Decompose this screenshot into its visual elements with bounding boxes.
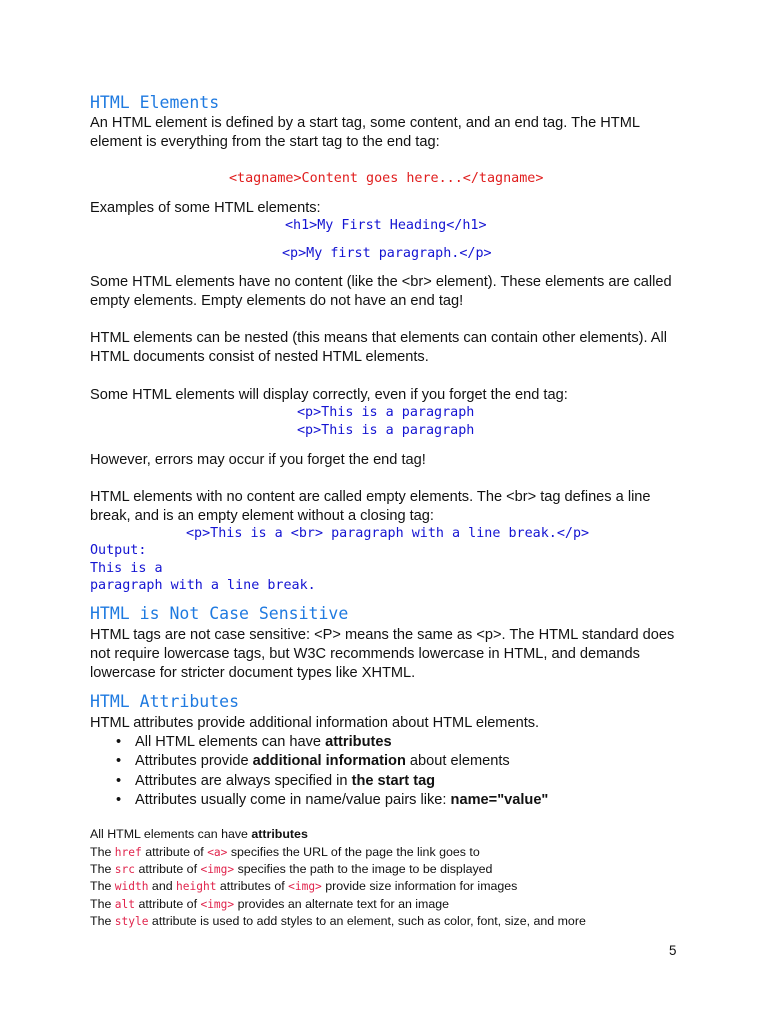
syntax-code: <tagname>Content goes here...</tagname> [229,171,544,186]
heading-case-sensitive: HTML is Not Case Sensitive [90,604,349,623]
tag-keyword: <img> [200,863,235,876]
case-line-1: HTML tags are not case sensitive: <P> means the same as <p>. The HTML standard does [90,627,675,643]
bullet-icon: • [116,734,122,750]
attribute-keyword: href [114,845,142,859]
summary-text: specifies the URL of the page the link goes to [227,844,480,859]
examples-label: Examples of some HTML elements: [90,200,321,216]
summary-line-width-height [90,878,517,895]
empty-elements-line-1: Some HTML elements have no content (like the <br> element). These elements are called [90,274,672,290]
case-line-2: not require lowercase tags, but W3C recommends lowercase in HTML, and demands [90,646,640,662]
summary-line-src [90,861,492,878]
summary-title [90,826,308,843]
list-item [90,733,548,752]
summary-line-alt [90,896,449,913]
summary-text: attribute of [135,896,201,911]
list-item [90,791,548,810]
summary-text: provides an alternate text for an image [234,896,450,911]
errors-line: However, errors may occur if you forget the end tag! [90,452,426,468]
tag-keyword: <img> [200,897,235,911]
summary-title-text: All HTML elements can have [90,827,252,841]
br-line-1: HTML elements with no content are called empty elements. The <br> tag defines a line [90,489,651,505]
forget-end-tag-line: Some HTML elements will display correctly, even if you forget the end tag: [90,387,568,403]
attribute-keyword: width [114,880,149,893]
bullet-bold-text: the start tag [351,772,436,789]
summary-text: provide size information for images [321,879,518,893]
summary-text: and [148,879,177,893]
heading-html-elements: HTML Elements [90,93,220,112]
bullet-icon: • [116,772,122,789]
summary-text: attribute is used to add styles to an element, such as color, font, size, and more [148,914,586,928]
attributes-bullet-list [90,733,548,810]
br-line-2: break, and is an empty element without a closing tag: [90,508,434,524]
summary-text: The [90,896,115,911]
bullet-bold-text: name="value" [450,791,549,808]
intro-line-2: element is everything from the start tag to the end tag: [90,134,440,150]
summary-text: The [90,862,115,876]
summary-text: attributes of [216,879,289,893]
summary-line-style [90,913,586,930]
output-line-2: paragraph with a line break. [90,578,316,593]
summary-line-href [90,844,480,861]
list-item [90,752,548,771]
nested-line-1: HTML elements can be nested (this means that elements can contain other elements). All [90,330,668,346]
attribute-keyword: style [114,915,149,928]
nested-line-2: HTML documents consist of nested HTML elements. [90,349,429,365]
summary-text: attribute of [141,844,208,859]
bullet-text: Attributes are always specified in [135,772,352,789]
attributes-intro: HTML attributes provide additional information about HTML elements. [90,715,540,731]
tag-keyword: <a> [207,845,228,859]
list-item [90,772,548,791]
summary-text: The [90,879,115,893]
summary-text: attribute of [135,862,201,876]
example-h1-code: <h1>My First Heading</h1> [285,218,487,233]
bullet-text: All HTML elements can have [135,734,326,750]
forget-code-2: <p>This is a paragraph [297,423,475,438]
bullet-icon: • [116,791,122,808]
bullet-bold-text: additional information [252,753,406,770]
bullet-text: Attributes usually come in name/value pairs like: [135,791,451,808]
intro-line-1: An HTML element is defined by a start tag, some content, and an end tag. The HTML [90,115,640,131]
bullet-text-end: about elements [405,753,510,770]
attribute-keyword: alt [114,897,136,911]
example-p-code: <p>My first paragraph.</p> [282,246,492,261]
bullet-icon: • [116,753,122,770]
output-line-1: This is a [90,561,163,576]
summary-text: The [90,914,115,928]
case-line-3: lowercase for stricter document types like XHTML. [90,665,416,681]
bullet-bold-text: attributes [325,734,392,750]
output-label: Output: [90,543,147,558]
attribute-keyword: height [176,880,217,893]
forget-code-1: <p>This is a paragraph [297,405,475,420]
summary-text: specifies the path to the image to be displayed [234,862,493,876]
tag-keyword: <img> [288,880,322,893]
summary-title-bold: attributes [251,827,308,841]
summary-text: The [90,844,115,859]
attribute-keyword: src [114,863,136,876]
empty-elements-line-2: empty elements. Empty elements do not have an end tag! [90,293,464,309]
br-code: <p>This is a <br> paragraph with a line break.</p> [186,526,590,541]
page-number: 5 [669,943,677,958]
heading-html-attributes: HTML Attributes [90,692,240,711]
bullet-text: Attributes provide [135,753,253,770]
